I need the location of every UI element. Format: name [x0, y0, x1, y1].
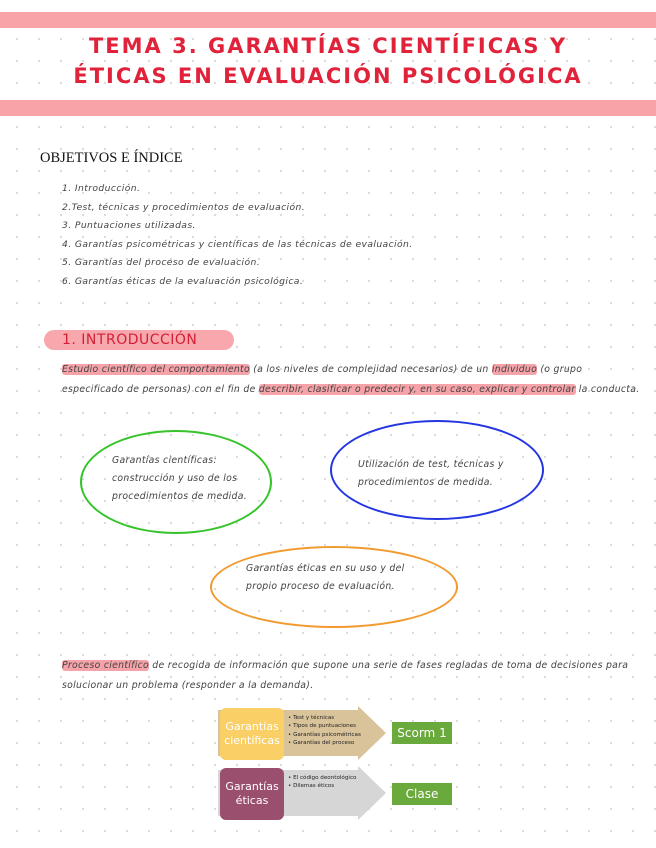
- body-text: (o grupo especificado de personas) con el fin de: [62, 364, 583, 395]
- list-item: 1. Introducción.: [62, 183, 141, 194]
- orange-ellipse-text: Garantías éticas en su uso y del propio proceso de evaluación.: [246, 563, 405, 592]
- green-ellipse-text: Garantías científicas: construcción y uso de los procedimientos de medida.: [112, 455, 248, 502]
- list-item: 3. Puntuaciones utilizadas.: [62, 220, 196, 232]
- list-item: • Test y técnicas: [288, 714, 361, 722]
- list-item: • Garantías psicométricas: [288, 731, 361, 739]
- blue-ellipse-text: Utilización de test, técnicas y procedimientos de medida.: [358, 459, 504, 488]
- header-band-bottom: [0, 100, 656, 116]
- ethical-bullet-list: [288, 774, 356, 791]
- body-text: la conducta.: [575, 383, 640, 395]
- intro-paragraph-1: [62, 360, 642, 399]
- highlight-text: describir, clasificar o predecir y, en su caso, explicar y controlar: [258, 383, 576, 395]
- scientific-guarantees-box: Garantías científicas: [220, 708, 284, 760]
- highlight-text: individuo: [491, 364, 538, 375]
- scorm-result-box: Scorm 1: [392, 722, 452, 744]
- list-item: • Garantías del proceso: [288, 739, 361, 747]
- body-text: de recogida de información que supone una serie de fases regladas de toma de decisiones para solucionar un problema (responder a la demanda).: [62, 660, 629, 691]
- ethical-guarantees-box: Garantías éticas: [220, 768, 284, 820]
- header-band-top: [0, 12, 656, 28]
- list-item: 5. Garantías del proceso de evaluación.: [62, 257, 261, 269]
- list-item: 2.Test, técnicas y procedimientos de evaluación.: [62, 201, 306, 213]
- list-item: • Dilemas éticos: [288, 782, 356, 790]
- class-result-box: Clase: [392, 783, 452, 805]
- intro-heading: 1. INTRODUCCIÓN: [62, 332, 198, 348]
- objectives-list: [62, 180, 413, 292]
- highlight-text: Proceso científico: [62, 660, 150, 671]
- list-item: • El código deontológico: [288, 774, 356, 782]
- list-item: • Tipos de puntuaciones: [288, 722, 361, 730]
- list-item: 4. Garantías psicométricas y científicas de las técnicas de evaluación.: [62, 238, 413, 250]
- objectives-heading: OBJETIVOS E ÍNDICE: [40, 150, 183, 166]
- body-text: (a los niveles de complejidad necesarios) de un: [249, 364, 492, 375]
- list-item: 6. Garantías éticas de la evaluación psicológica.: [62, 275, 304, 287]
- highlight-text: Estudio científico del comportamiento: [62, 364, 250, 375]
- page-title-line-2: ÉTICAS EN EVALUACIÓN PSICOLÓGICA: [73, 64, 583, 88]
- page-title-line-1: TEMA 3. GARANTÍAS CIENTÍFICAS Y: [88, 34, 568, 58]
- intro-paragraph-2: [62, 656, 642, 695]
- scientific-bullet-list: [288, 714, 361, 748]
